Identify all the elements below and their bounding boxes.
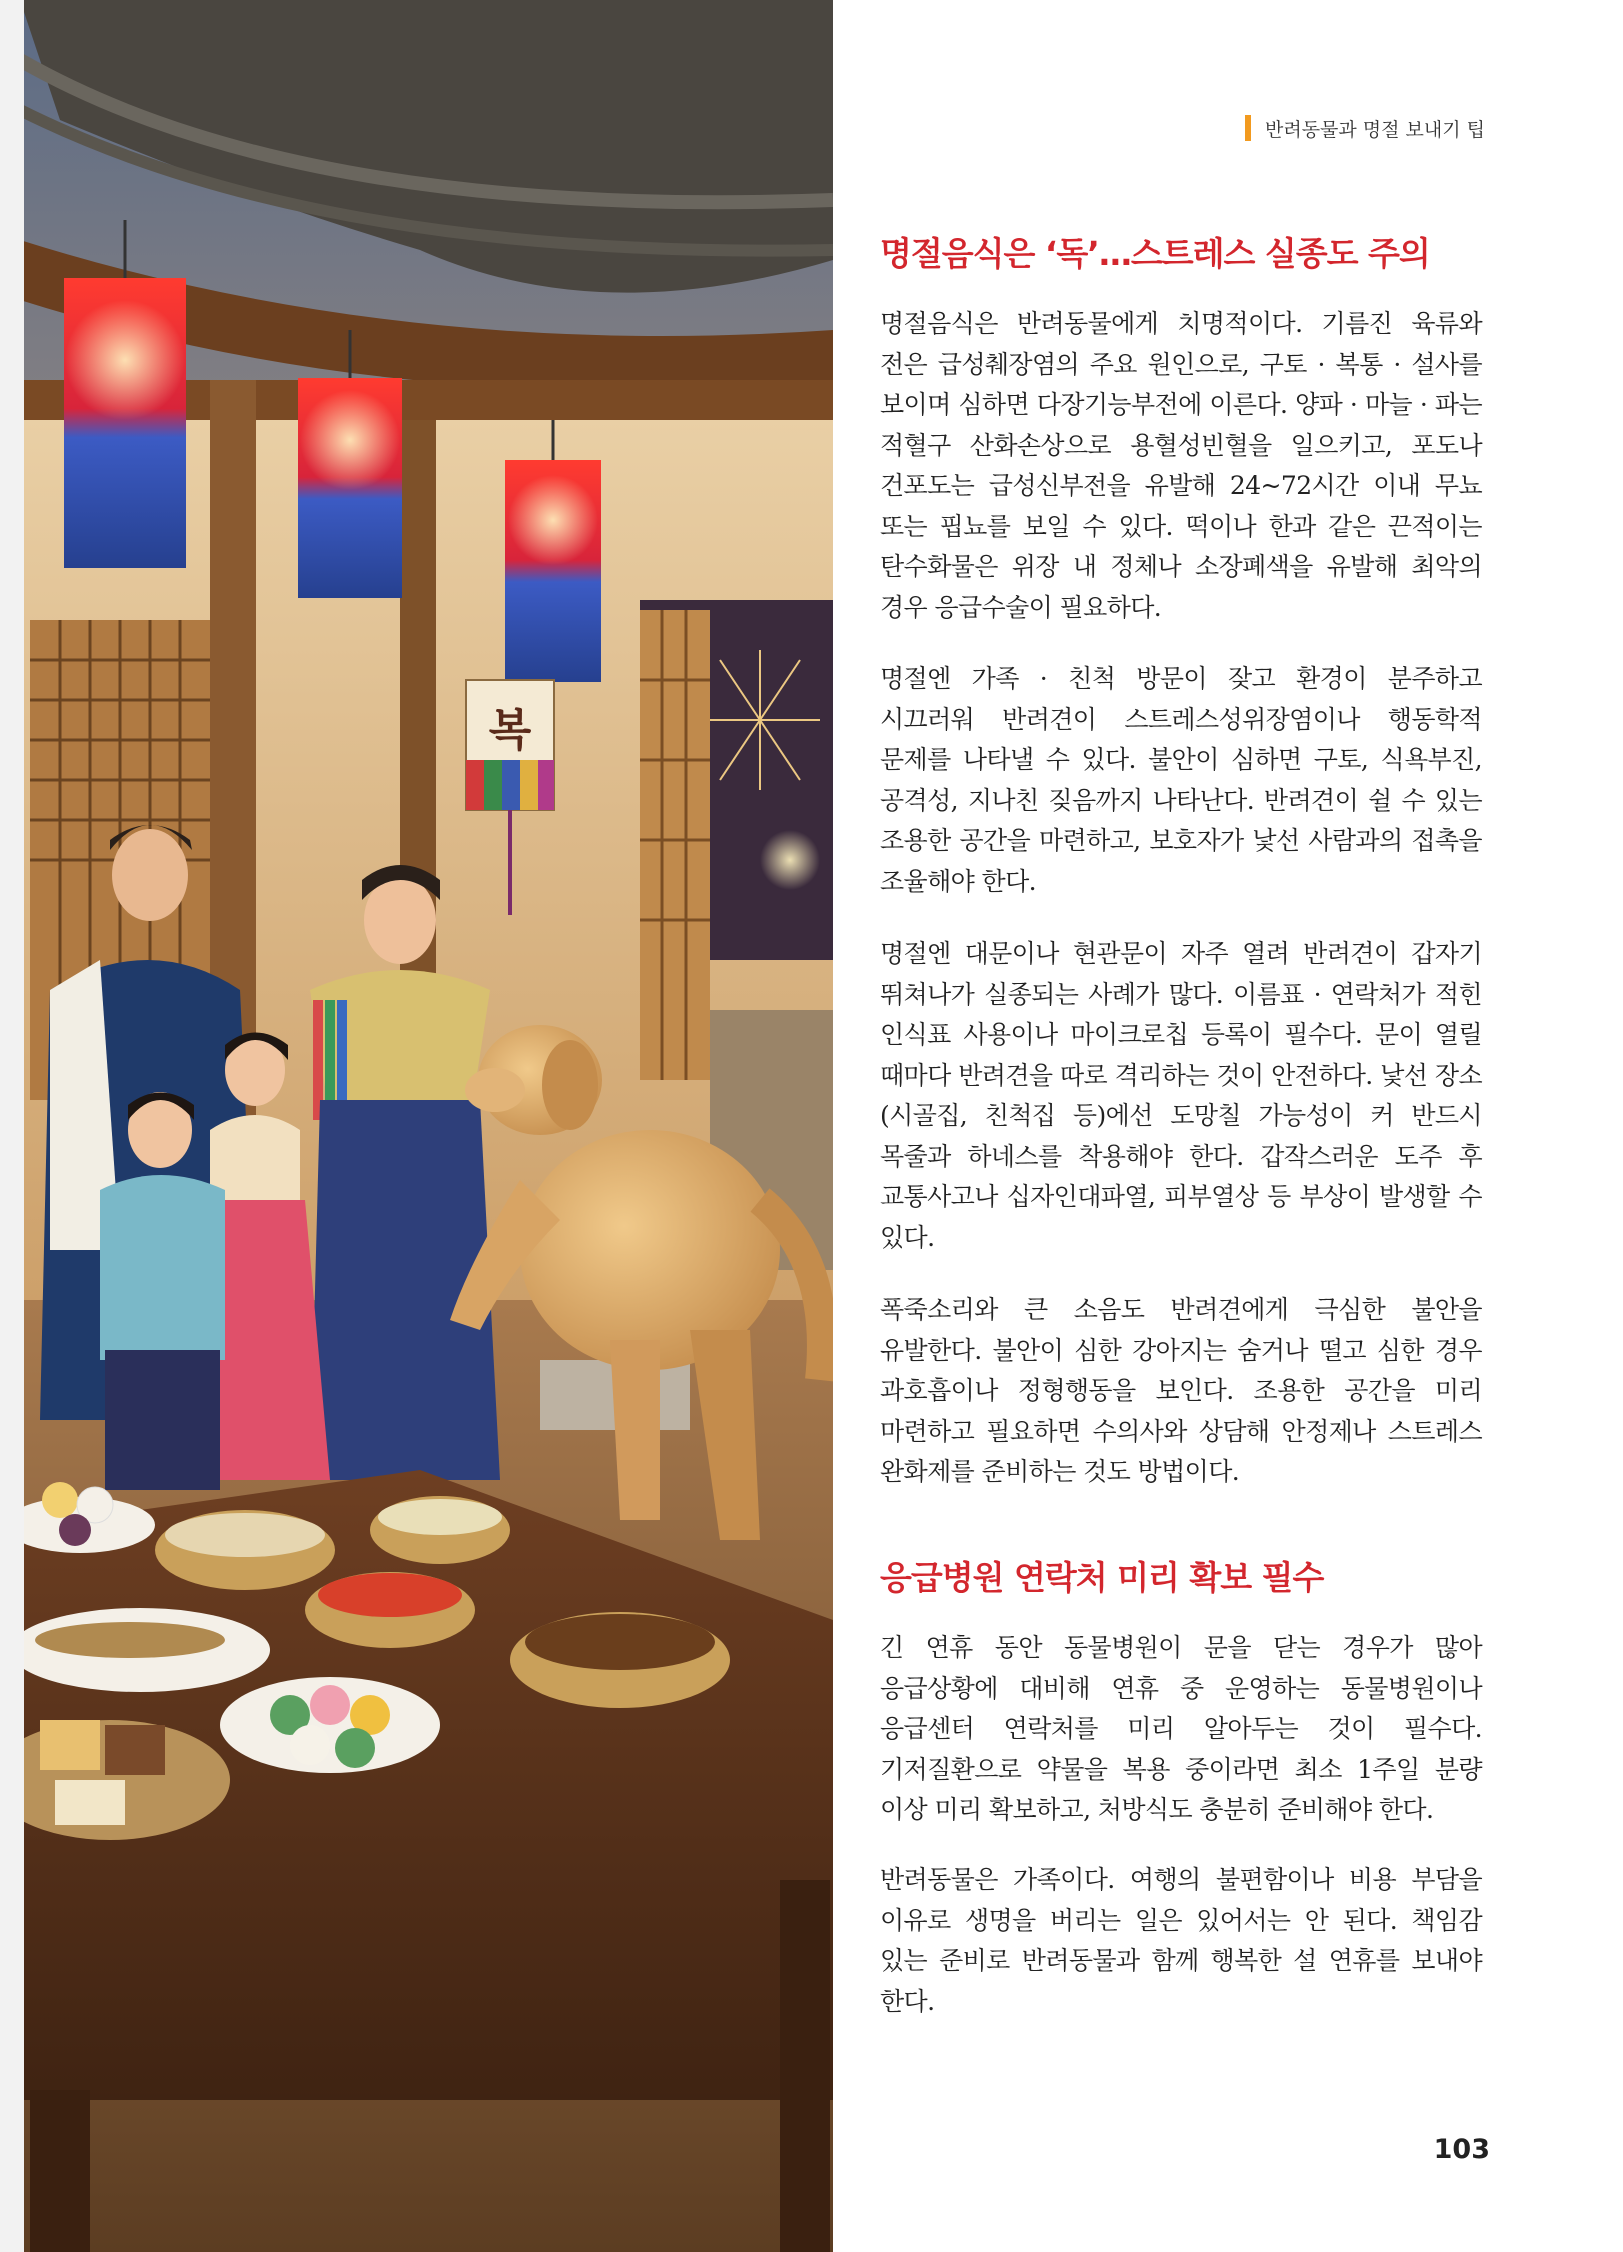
running-head-text: 반려동물과 명절 보내기 팁: [1264, 118, 1485, 141]
paragraph-food-toxicity: 명절음식은 반려동물에게 치명적이다. 기름진 육류와 전은 급성췌장염의 주요 원인으로, 구토 · 복통 · 설사를 보이며 심하면 다장기능부전에 이른다. 양파 · 마늘 · 파는 적혈구 산화손상으로 용혈성빈혈을 일으키고, 포도나 건포도는 급성신부전을 유발해 24~72시간 이내 무뇨 또는 핍뇨를 보일 수 있다. 떡이나 한과 같은 끈적이는 탄수화물은 위장 내 정체나 소장폐색을 유발해 최악의 경우 응급수술이 필요하다.: [880, 309, 1482, 622]
page-gutter: [0, 0, 24, 2252]
paragraph-family: 반려동물은 가족이다. 여행의 불편함이나 비용 부담을 이유로 생명을 버리는 일은 있어서는 안 된다. 책임감 있는 준비로 반려동물과 함께 행복한 설 연휴를 보내야 한다.: [880, 1865, 1482, 2016]
running-head: [1245, 112, 1485, 144]
banner-text: 복: [488, 705, 532, 756]
section-heading-food: 명절음식은 ‘독’…스트레스 실종도 주의: [880, 234, 1430, 273]
paragraph-stress: 명절엔 가족 · 친척 방문이 잦고 환경이 분주하고 시끄러워 반려견이 스트레스성위장염이나 행동학적 문제를 나타낼 수 있다. 불안이 심하면 구토, 식욕부진, 공격성, 지나친 짖음까지 나타난다. 반려견이 쉴 수 있는 조용한 공간을 마련하고, 보호자가 낯선 사람과의 접촉을 조율해야 한다.: [880, 664, 1482, 896]
running-head-bar: [1245, 115, 1251, 141]
paragraph-missing: 명절엔 대문이나 현관문이 자주 열려 반려견이 갑자기 뛰쳐나가 실종되는 사례가 많다. 이름표 · 연락처가 적힌 인식표 사용이나 마이크로칩 등록이 필수다. 문이 열릴 때마다 반려견을 따로 격리하는 것이 안전하다. 낯선 장소(시골집, 친척집 등)에선 도망칠 가능성이 커 반드시 목줄과 하네스를 착용해야 한다. 갑작스러운 도주 후 교통사고나 십자인대파열, 피부열상 등 부상이 발생할 수 있다.: [880, 939, 1482, 1252]
section-heading-emergency: 응급병원 연락처 미리 확보 필수: [880, 1558, 1324, 1597]
paragraph-emergency-contacts: 긴 연휴 동안 동물병원이 문을 닫는 경우가 많아 응급상황에 대비해 연휴 중 운영하는 동물병원이나 응급센터 연락처를 미리 알아두는 것이 필수다. 기저질환으로 약물을 복용 중이라면 최소 1주일 분량 이상 미리 확보하고, 처방식도 충분히 준비해야 한다.: [880, 1633, 1482, 1824]
paragraph-fireworks: 폭죽소리와 큰 소음도 반려견에게 극심한 불안을 유발한다. 불안이 심한 강아지는 숨거나 떨고 심한 경우 과호흡이나 정형행동을 보인다. 조용한 공간을 미리 마련하고 필요하면 수의사와 상담해 안정제나 스트레스 완화제를 준비하는 것도 방법이다.: [880, 1295, 1482, 1486]
page-number: 103: [1433, 2134, 1490, 2165]
